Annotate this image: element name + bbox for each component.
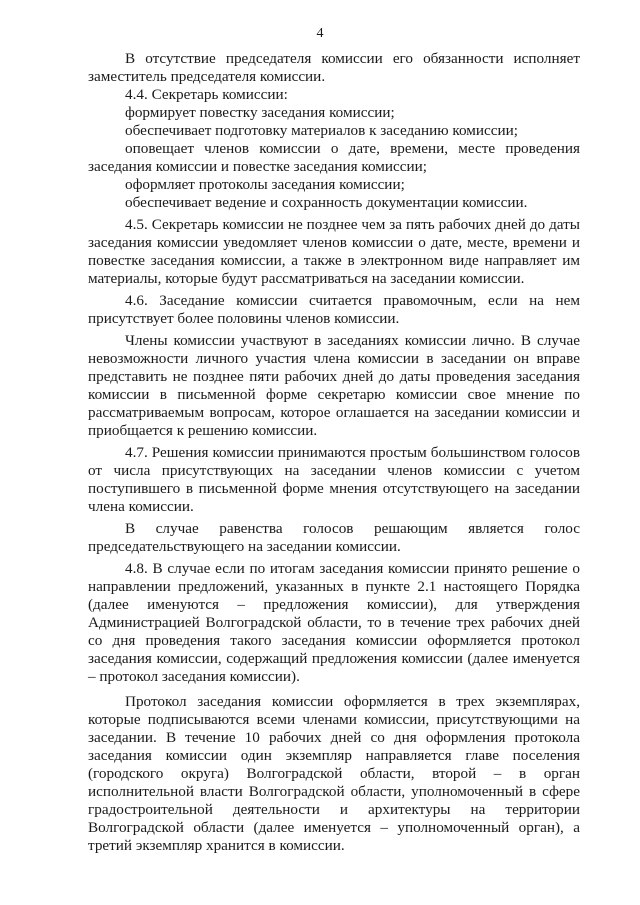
paragraph-section-4-4-heading: 4.4. Секретарь комиссии: — [125, 86, 288, 103]
page-number: 4 — [316, 26, 324, 41]
paragraph-secretary-documentation: обеспечивает ведение и сохранность документации комиссии. — [125, 194, 528, 211]
document-body — [88, 50, 580, 855]
paragraph-secretary-notifies: оповещает членов комиссии о дате, времени, месте проведения заседания комиссии и повестке заседания комиссии; — [88, 140, 580, 175]
paragraph-section-4-7: 4.7. Решения комиссии принимаются простым большинством голосов от числа присутствующих на заседании членов комиссии с учетом поступившего в письменной форме мнения отсутствующего на заседании члена комиссии. — [88, 444, 580, 515]
paragraph-section-4-6: 4.6. Заседание комиссии считается правомочным, если на нем присутствует более половины членов комиссии. — [88, 292, 580, 327]
paragraph-section-4-5: 4.5. Секретарь комиссии не позднее чем за пять рабочих дней до даты заседания комиссии уведомляет членов комиссии о дате, месте, времени и повестке заседания комиссии, а также в электронном виде направляет им материалы, которые будут рассматриваться на заседании комиссии. — [88, 216, 580, 287]
paragraph-secretary-agenda: формирует повестку заседания комиссии; — [125, 104, 395, 121]
paragraph-members-participation: Члены комиссии участвуют в заседаниях комиссии лично. В случае невозможности личного участия члена комиссии в заседании он вправе представить не позднее пяти рабочих дней до даты проведения заседания комиссии в письменной форме секретарю комиссии свое мнение по рассматриваемым вопросам, которое оглашается на заседании комиссии и приобщается к решению комиссии. — [88, 332, 580, 439]
paragraph-section-4-8: 4.8. В случае если по итогам заседания комиссии принято решение о направлении предложений, указанных в пункте 2.1 настоящего Порядка (далее именуются – предложения комиссии), для утверждения Администрацией Волгоградской области, то в течение трех рабочих дней со дня проведения такого заседания комиссии оформляется протокол заседания комиссии, содержащий предложения комиссии (далее именуется – протокол заседания комиссии). — [88, 560, 580, 685]
paragraph-secretary-protocols: оформляет протоколы заседания комиссии; — [125, 176, 405, 193]
paragraph-deputy-chair: В отсутствие председателя комиссии его обязанности исполняет заместитель председателя комиссии. — [88, 50, 580, 85]
paragraph-tie-vote: В случае равенства голосов решающим является голос председательствующего на заседании комиссии. — [88, 520, 580, 555]
paragraph-protocol-copies: Протокол заседания комиссии оформляется в трех экземплярах, которые подписываются всеми членами комиссии, присутствующими на заседании. В течение 10 рабочих дней со дня оформления протокола заседания комиссии один экземпляр направляется главе поселения (городского округа) Волгоградской области, второй – в орган исполнительной власти Волгоградской области, уполномоченный в сфере градостроительной деятельности и архитектуры на территории Волгоградской области (далее именуется – уполномоченный орган), а третий экземпляр хранится в комиссии. — [88, 693, 580, 854]
paragraph-secretary-materials: обеспечивает подготовку материалов к заседанию комиссии; — [125, 122, 518, 139]
